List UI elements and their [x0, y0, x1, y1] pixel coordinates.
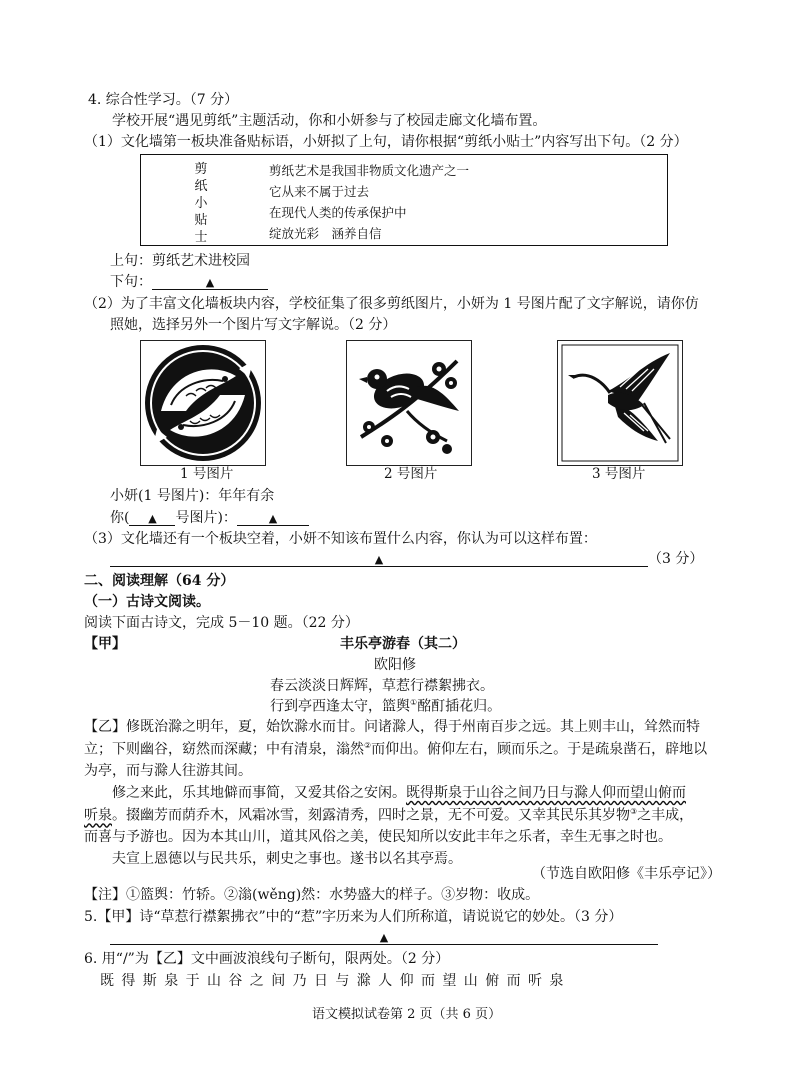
blank-marker: ▲ — [268, 512, 278, 525]
q5-answer-line — [110, 930, 658, 945]
blank-marker: ▲ — [379, 931, 389, 944]
picture-1 — [140, 340, 266, 466]
prose-p2-line2-a: 。掇幽芳而荫乔木，风霜冰雪，刻露清秀，四时之景，无不可爱。又幸其民乐其岁物 — [112, 807, 630, 824]
q4-part2-line2: 照她，选择另外一个图片写文字解说。（2 分） — [110, 317, 397, 333]
your-answer-mid: 号图片)： — [175, 510, 237, 526]
q4-part3-answer-line — [110, 552, 703, 567]
lower-line-label: 下句： — [110, 274, 152, 290]
footnote-mark: ① — [410, 698, 418, 707]
q4-intro: 学校开展“遇见剪纸”主题活动，你和小妍参与了校园走廊文化墙布置。 — [112, 113, 547, 129]
tip-line: 在现代人类的传承保护中 — [269, 205, 407, 220]
lower-line — [110, 275, 268, 290]
page-footer: 语文模拟试卷第 2 页（共 6 页） — [312, 1007, 502, 1022]
footnote-mark: ③ — [630, 807, 638, 816]
twin-fish-papercut-icon — [141, 341, 265, 465]
poem-line-2-a: 行到亭西逢太守，篮舆 — [270, 698, 410, 715]
poem-line-2-b: 酩酊插花归。 — [417, 698, 502, 715]
prose-p1-line2 — [84, 742, 707, 757]
section2-title: 二、阅读理解（64 分） — [84, 573, 235, 589]
prose-p2-line1-a: 修之来此，乐其地僻而事简，又爱其俗之安闲。 — [112, 785, 406, 801]
section2-subtitle: （一）古诗文阅读。 — [84, 594, 210, 610]
wavy-underlined-sentence: 既得斯泉于山谷之间乃日与滁人仰而望山俯而 — [406, 785, 686, 801]
footnote-mark: ② — [364, 741, 372, 750]
q4-part1: （1）文化墙第一板块准备贴标语，小妍拟了上句，请你根据“剪纸小贴士”内容写出下句。（2 分） — [84, 134, 688, 150]
prose-p1-line2-b: 而仰出。俯仰左右，顾而乐之。于是疏泉凿石，辟地以 — [371, 741, 708, 758]
tips-label-char: 士 — [194, 230, 208, 245]
picture-2-caption: 2 号图片 — [384, 466, 438, 482]
poem-line-2 — [270, 699, 501, 714]
prose-p1-line3: 为亭，而与滁人往游其间。 — [84, 763, 252, 779]
picture-2 — [346, 340, 472, 466]
picture-3-caption: 3 号图片 — [592, 466, 646, 482]
poem-title: 丰乐亭游春（其二） — [340, 636, 466, 652]
prose-p2-line2-b: 之丰成， — [637, 807, 694, 824]
poem-tag: 【甲】 — [84, 636, 126, 652]
blank-marker: ▲ — [205, 276, 215, 289]
tip-line: 它从来不属于过去 — [269, 184, 370, 199]
tips-label-char: 贴 — [194, 213, 208, 228]
prose-p2-line3: 而喜与予游也。因为本其山川，道其风俗之美，使民知所以安此丰年之乐者，幸生无事之时也。 — [84, 829, 672, 845]
prose-p3: 夫宣上恩德以与民共乐，刺史之事也。遂书以名其亭焉。 — [112, 851, 462, 867]
picture-caption-blank[interactable] — [237, 511, 309, 526]
tips-label-char: 剪 — [194, 162, 208, 177]
prose-p1-line1: 【乙】修既治滁之明年，夏，始饮滁水而甘。问诸滁人，得于州南百步之远。其上则丰山，耸然而特 — [84, 719, 700, 735]
flying-crane-papercut-icon — [558, 341, 682, 465]
upper-line: 上句：剪纸艺术进校园 — [110, 253, 250, 269]
layout-suggestion-blank[interactable] — [110, 552, 648, 567]
xiaoyan-answer: 小妍(1 号图片)：年年有余 — [110, 488, 275, 504]
picture-3 — [557, 340, 683, 466]
tips-content — [269, 165, 469, 249]
part3-score: （3 分） — [648, 551, 704, 567]
papercut-tips-box — [140, 154, 668, 246]
your-answer-line — [110, 511, 309, 526]
q5-prompt: 5.【甲】诗“草惹行襟絮拂衣”中的“惹”字历来为人们所称道，请说说它的妙处。（3 分） — [84, 909, 623, 925]
tip-line: 剪纸艺术是我国非物质文化遗产之一 — [269, 163, 470, 178]
lower-line-blank[interactable] — [152, 275, 268, 290]
prose-p1-line2-a: 立；下则幽谷，窈然而深藏；中有清泉，滃然 — [84, 741, 364, 758]
tips-label-char: 纸 — [194, 179, 208, 194]
bird-on-plum-branch-papercut-icon — [347, 341, 471, 465]
tip-line: 绽放光彩 涵养自信 — [269, 226, 382, 241]
q6-prompt: 6. 用“/”为【乙】文中画波浪线句子断句，限两处。（2 分） — [84, 951, 450, 967]
q6-sentence[interactable]: 既得斯泉于山谷之间乃日与滁人仰而望山俯而听泉 — [100, 973, 571, 989]
blank-marker: ▲ — [374, 553, 384, 566]
your-answer-prefix: 你( — [110, 510, 130, 526]
q4-part3: （3）文化墙还有一个板块空着，小妍不知该布置什么内容，你认为可以这样布置： — [84, 531, 597, 547]
prose-p2-line2 — [84, 808, 693, 823]
prose-source: （节选自欧阳修《丰乐亭记》） — [532, 866, 721, 882]
annotation-note: 【注】①篮舆：竹轿。②滃(wěng)然：水势盛大的样子。③岁物：收成。 — [84, 887, 540, 903]
blank-marker: ▲ — [148, 512, 157, 525]
prose-p2-line1 — [112, 786, 686, 800]
section2-instruction: 阅读下面古诗文，完成 5－10 题。（22 分） — [84, 615, 359, 631]
wavy-underlined-sentence-end: 听泉 — [84, 807, 112, 824]
picture-1-caption: 1 号图片 — [180, 466, 234, 482]
tips-label-column — [191, 163, 211, 248]
q4-title: 4. 综合性学习。（7 分） — [88, 92, 239, 108]
poem-line-1: 春云淡淡日辉辉，草惹行襟絮拂衣。 — [270, 678, 494, 694]
picture-number-blank[interactable] — [129, 511, 175, 526]
q4-part2-line1: （2）为了丰富文化墙板块内容，学校征集了很多剪纸图片，小妍为 1 号图片配了文字解说，请你仿 — [84, 296, 699, 312]
q5-answer-blank[interactable] — [110, 930, 658, 945]
poem-author: 欧阳修 — [374, 657, 416, 673]
tips-label-char: 小 — [194, 196, 208, 211]
